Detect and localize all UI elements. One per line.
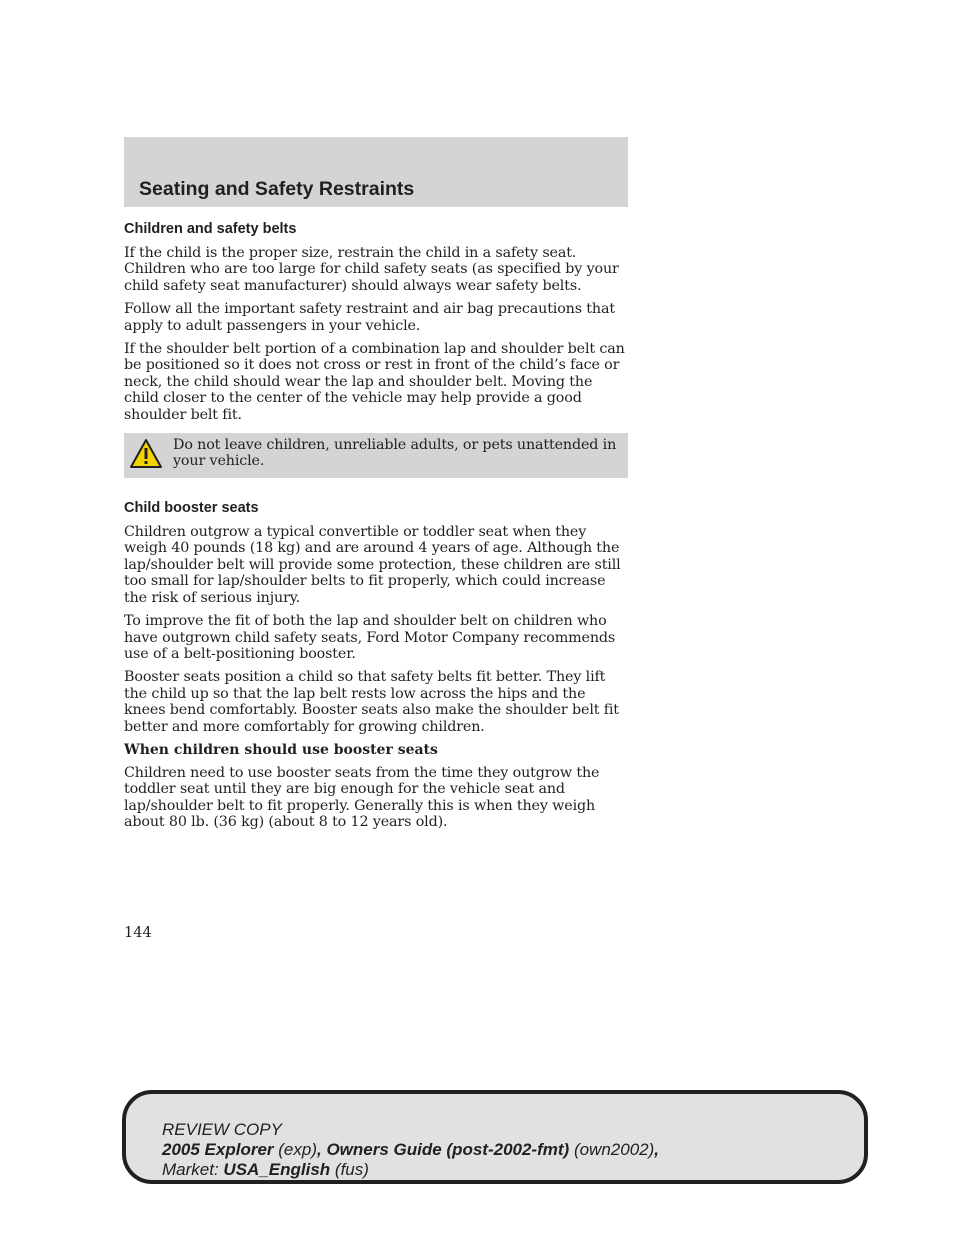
paragraph: To improve the fit of both the lap and shoulder belt on children who have outgrown child safety seats, Ford Motor Company recommends use of a belt-positioning booster. (124, 613, 616, 662)
footer-market-code: (fus) (334, 1160, 369, 1179)
footer-text (162, 1120, 659, 1180)
paragraph: If the shoulder belt portion of a combination lap and shoulder belt can be positioned so it does not cross or rest in front of the child’s face or neck, the child should wear the lap and shoulder belt. Moving the child closer to the center of the vehicle may help provide a good shoulder belt fit. (124, 341, 625, 423)
warning-text: Do not leave children, unreliable adults, or pets unattended in your vehicle. (173, 437, 617, 470)
footer-guide-code: (own2002) (573, 1140, 655, 1159)
page-number: 144 (124, 925, 152, 941)
paragraph: Follow all the important safety restraint and air bag precautions that apply to adult passengers in your vehicle. (124, 301, 615, 334)
warning-box (124, 433, 628, 478)
subheading-when-booster: When children should use booster seats (124, 741, 438, 758)
footer-model: 2005 Explorer (162, 1140, 274, 1159)
paragraph: Children need to use booster seats from the time they outgrow the toddler seat until they are big enough for the vehicle seat and lap/shoulder belt to fit properly. Generally this is when they weigh about 80 lb. (36 kg) (about 8 to 12 years old). (124, 764, 600, 831)
paragraph: Booster seats position a child so that safety belts fit better. They lift the child up so that the lap belt rests low across the hips and the knees bend comfortably. Booster seats also make the shoulder belt fit better and more comfortably for growing children. (124, 669, 619, 735)
page-content (124, 219, 628, 838)
footer-review-copy: REVIEW COPY (162, 1120, 282, 1139)
section-header-band (124, 137, 628, 207)
paragraph: Children outgrow a typical convertible or toddler seat when they weigh 40 pounds (18 kg) and are around 4 years of age. Although the lap/shoulder belt will provide some protection, these children are still too small for lap/shoulder belts to fit properly, which could increase the risk of serious injury. (124, 524, 621, 606)
section-title: Seating and Safety Restraints (139, 178, 415, 200)
footer-line-2 (162, 1140, 659, 1160)
footer-separator: , (316, 1140, 327, 1159)
paragraph: If the child is the proper size, restrain the child in a safety seat. Children who are too large for child safety seats (as specified by your child safety seat manufacturer) should always wear safety belts. (124, 245, 619, 294)
footer-market: USA_English (223, 1160, 331, 1179)
footer-market-label: Market: (162, 1160, 219, 1179)
footer-line-3 (162, 1160, 659, 1180)
footer-separator: , (654, 1140, 659, 1159)
warning-triangle-icon (129, 438, 163, 470)
heading-child-booster-seats: Child booster seats (124, 500, 259, 517)
footer-guide: Owners Guide (post-2002-fmt) (326, 1140, 570, 1159)
review-copy-footer (122, 1090, 868, 1184)
heading-children-safety-belts: Children and safety belts (124, 221, 297, 237)
footer-model-code: (exp) (278, 1140, 317, 1159)
